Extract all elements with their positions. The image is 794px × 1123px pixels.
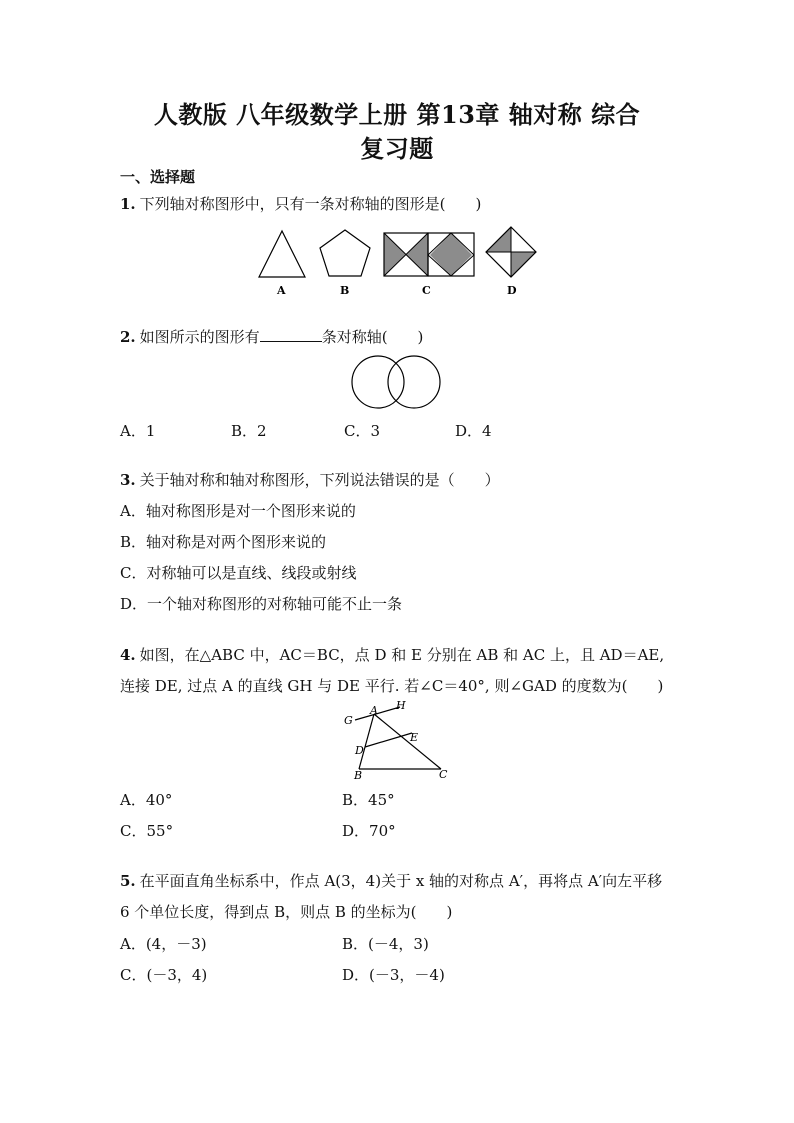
question-number: 1. [120,195,136,213]
figure-label-d: D [507,284,517,297]
question-4-line-2: 连接 DE, 过点 A 的直线 GH 与 DE 平行. 若∠C＝40°, 则∠GAD 的度数为( ) [120,677,664,695]
label-b: B [354,769,363,782]
answer-blank [260,327,322,342]
q4-option-b: B．45° [342,791,395,809]
page-title [100,98,694,166]
label-e: E [410,731,419,744]
question-text: 关于轴对称和轴对称图形，下列说法错误的是（ ） [139,471,500,489]
label-a: A [370,704,378,717]
q1-figures [250,224,550,300]
question-4 [120,644,664,665]
q3-option-d: D．一个轴对称图形的对称轴可能不止一条 [120,595,403,613]
q3-option-a: A．轴对称图形是对一个图形来说的 [120,502,356,520]
question-3 [120,469,500,490]
triangle-figure [259,231,305,277]
q5-option-c: C．(－3，4) [120,966,208,984]
title-line-1: 人教版 八年级数学上册 第13章 轴对称 综合 [153,100,641,129]
title-line-2: 复习题 [360,134,434,163]
q5-option-b: B．(－4，3) [342,935,429,953]
q4-option-c: C．55° [120,822,174,840]
two-squares-figure [384,233,474,276]
question-number: 5. [120,872,136,890]
question-number: 4. [120,646,136,664]
pentagon-figure [320,230,370,276]
question-text-end: 条对称轴( ) [321,328,424,346]
label-h: H [396,700,406,712]
q2-option-d: D．4 [455,422,492,440]
question-text-start: 如图所示的图形有 [139,328,260,346]
figure-label-a: A [277,284,286,297]
diamond-figure [486,227,536,277]
q5-option-a: A．(4，－3) [120,935,207,953]
overlapping-circles-figure [350,353,444,411]
q3-option-c: C．对称轴可以是直线、线段或射线 [120,564,357,582]
question-number: 3. [120,471,136,489]
question-5 [120,870,662,891]
question-text-line-1: 在平面直角坐标系中，作点 A(3，4)关于 x 轴的对称点 A′，再将点 A′向左平移 [139,872,663,890]
label-d: D [355,744,364,757]
q2-option-a: A．1 [120,422,156,440]
question-2 [120,326,423,347]
section-heading: 一、选择题 [120,168,196,186]
question-text-line-1: 如图，在△ABC 中，AC＝BC，点 D 和 E 分别在 AB 和 AC 上，且 AD＝AE, [139,646,665,664]
label-g: G [344,714,353,727]
q3-option-b: B．轴对称是对两个图形来说的 [120,533,327,551]
label-c: C [439,768,448,781]
figure-label-c: C [422,284,431,297]
question-5-line-2: 6 个单位长度，得到点 B，则点 B 的坐标为( ) [120,903,453,921]
q2-option-b: B．2 [231,422,267,440]
q2-option-c: C．3 [344,422,381,440]
question-1 [120,193,481,214]
triangle-abc-figure [338,700,458,782]
q5-option-d: D．(－3，－4) [342,966,445,984]
q4-option-d: D．70° [342,822,396,840]
question-number: 2. [120,328,136,346]
question-text: 下列轴对称图形中，只有一条对称轴的图形是( ) [139,195,482,213]
figure-label-b: B [340,284,350,297]
q4-option-a: A．40° [120,791,173,809]
